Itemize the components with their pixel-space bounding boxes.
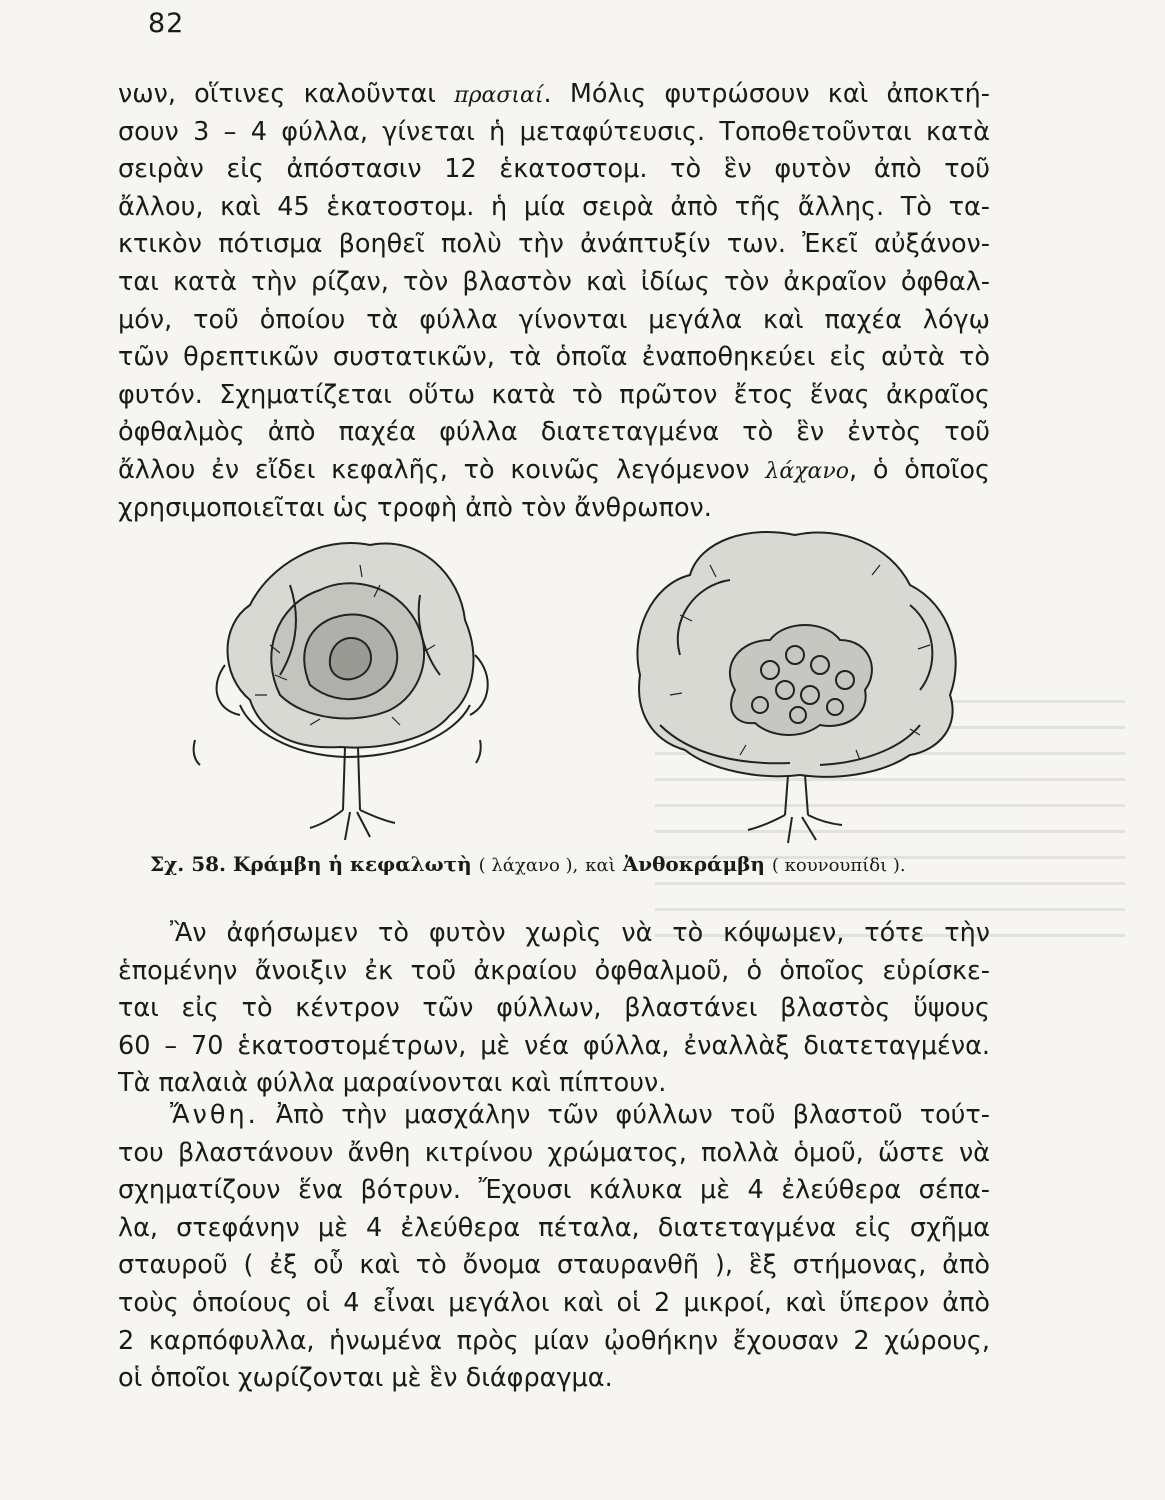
caption-common-name-2: ( κουνουπίδι ). — [771, 855, 906, 876]
caption-label: Σχ. 58. Κράμβη ἡ κεφαλωτὴ — [150, 852, 472, 876]
paragraph-cabbage-growth — [118, 76, 990, 527]
text-line: ἄλλου, καὶ 45 ἑκατοστομ. ἡ μία σειρὰ ἀπὸ τῆς ἄλλης. Τὸ τα- — [118, 191, 990, 222]
text-line: σχηματίζουν ἕνα βότρυν. Ἔχουσι κάλυκα μὲ 4 ἐλεύθερα σέπα- — [118, 1175, 990, 1206]
text-line: ται κατὰ τὴν ρίζαν, τὸν βλαστὸν καὶ ἰδίως τὸν ἀκραῖον ὀφθαλ- — [118, 266, 990, 297]
cabbage-illustration — [180, 525, 510, 845]
text-line: λα, στεφάνην μὲ 4 ἐλεύθερα πέταλα, διατεταγμένα εἰς σχῆμα — [118, 1212, 990, 1243]
caption-conjunction: καὶ — [585, 855, 616, 876]
text-line: σουν 3 – 4 φύλλα, γίνεται ἡ μεταφύτευσις. Τοποθετοῦνται κατὰ — [118, 116, 990, 147]
text-line: σταυροῦ ( ἐξ οὗ καὶ τὸ ὄνομα σταυρανθῆ ), ἓξ στήμονας, ἀπὸ — [118, 1250, 990, 1281]
page-number: 82 — [148, 8, 185, 39]
text-line: ἑπομένην ἄνοιξιν ἐκ τοῦ ἀκραίου ὀφθαλμοῦ, ὁ ὁποῖος εὑρίσκε- — [118, 955, 990, 986]
text-line: ἄλλου ἐν εἴδει κεφαλῆς, τὸ κοινῶς λεγόμενον λάχανο, ὁ ὁποῖος — [118, 454, 990, 485]
figure-caption — [150, 852, 1010, 876]
text-line: 2 καρπόφυλλα, ἡνωμένα πρὸς μίαν ᾠοθήκην ἔχουσαν 2 χώρους, — [118, 1325, 990, 1356]
figure-cabbage-cauliflower — [150, 525, 1000, 845]
text-line: Τὰ παλαιὰ φύλλα μαραίνονται καὶ πίπτουν. — [118, 1068, 667, 1099]
text-line: κτικὸν πότισμα βοηθεῖ πολὺ τὴν ἀνάπτυξίν των. Ἐκεῖ αὐξάνον- — [118, 229, 990, 260]
text-line: τοὺς ὁποίους οἱ 4 εἶναι μεγάλοι καὶ οἱ 2 μικροί, καὶ ὕπερον ἀπὸ — [118, 1287, 990, 1318]
caption-label-2: Ἀνθοκράμβη — [622, 852, 765, 876]
paragraph-second-year — [118, 915, 990, 1103]
text-line: μόν, τοῦ ὁποίου τὰ φύλλα γίνονται μεγάλα καὶ παχέα λόγῳ — [118, 304, 990, 335]
text-line: φυτόν. Σχηματίζεται οὕτω κατὰ τὸ πρῶτον ἔτος ἕνας ἀκραῖος — [118, 379, 990, 410]
text-line: σειρὰν εἰς ἀπόστασιν 12 ἑκατοστομ. τὸ ἓν φυτὸν ἀπὸ τοῦ — [118, 154, 990, 185]
text-line: ὀφθαλμὸς ἀπὸ παχέα φύλλα διατεταγμένα τὸ ἓν ἐντὸς τοῦ — [118, 417, 990, 448]
text-line: ται εἰς τὸ κέντρον τῶν φύλλων, βλαστάνει βλαστὸς ὕψους — [118, 993, 990, 1024]
cauliflower-illustration — [620, 525, 980, 845]
text-line: του βλαστάνουν ἄνθη κιτρίνου χρώματος, πολλὰ ὁμοῦ, ὥστε νὰ — [118, 1137, 990, 1168]
caption-common-name-1: ( λάχανο ), — [478, 855, 579, 876]
italic-term-lachano: λάχανο — [765, 458, 849, 484]
text-line: νων, οἵτινες καλοῦνται πρασιαί. Μόλις φυτρώσουν καὶ ἀποκτή- — [118, 79, 990, 109]
text-line: οἱ ὁποῖοι χωρίζονται μὲ ἓν διάφραγμα. — [118, 1363, 613, 1394]
text-line: Ἂν ἀφήσωμεν τὸ φυτὸν χωρὶς νὰ τὸ κόψωμεν, τότε τὴν — [170, 918, 990, 948]
text-line: 60 – 70 ἑκατοστομέτρων, μὲ νέα φύλλα, ἐναλλὰξ διατεταγμένα. — [118, 1030, 990, 1061]
italic-term-prasiai: πρασιαί — [454, 83, 544, 108]
section-heading-flowers: Ἄνθη. — [170, 1100, 259, 1130]
paragraph-flowers — [118, 1097, 990, 1398]
text-line: χρησιμοποιεῖται ὡς τροφὴ ἀπὸ τὸν ἄνθρωπον. — [118, 492, 712, 523]
text-line: τῶν θρεπτικῶν συστατικῶν, τὰ ὁποῖα ἐναποθηκεύει εἰς αὐτὰ τὸ — [118, 342, 990, 373]
text-line: Ἄνθη. Ἀπὸ τὴν μασχάλην τῶν φύλλων τοῦ βλαστοῦ τούτ- — [170, 1100, 990, 1130]
